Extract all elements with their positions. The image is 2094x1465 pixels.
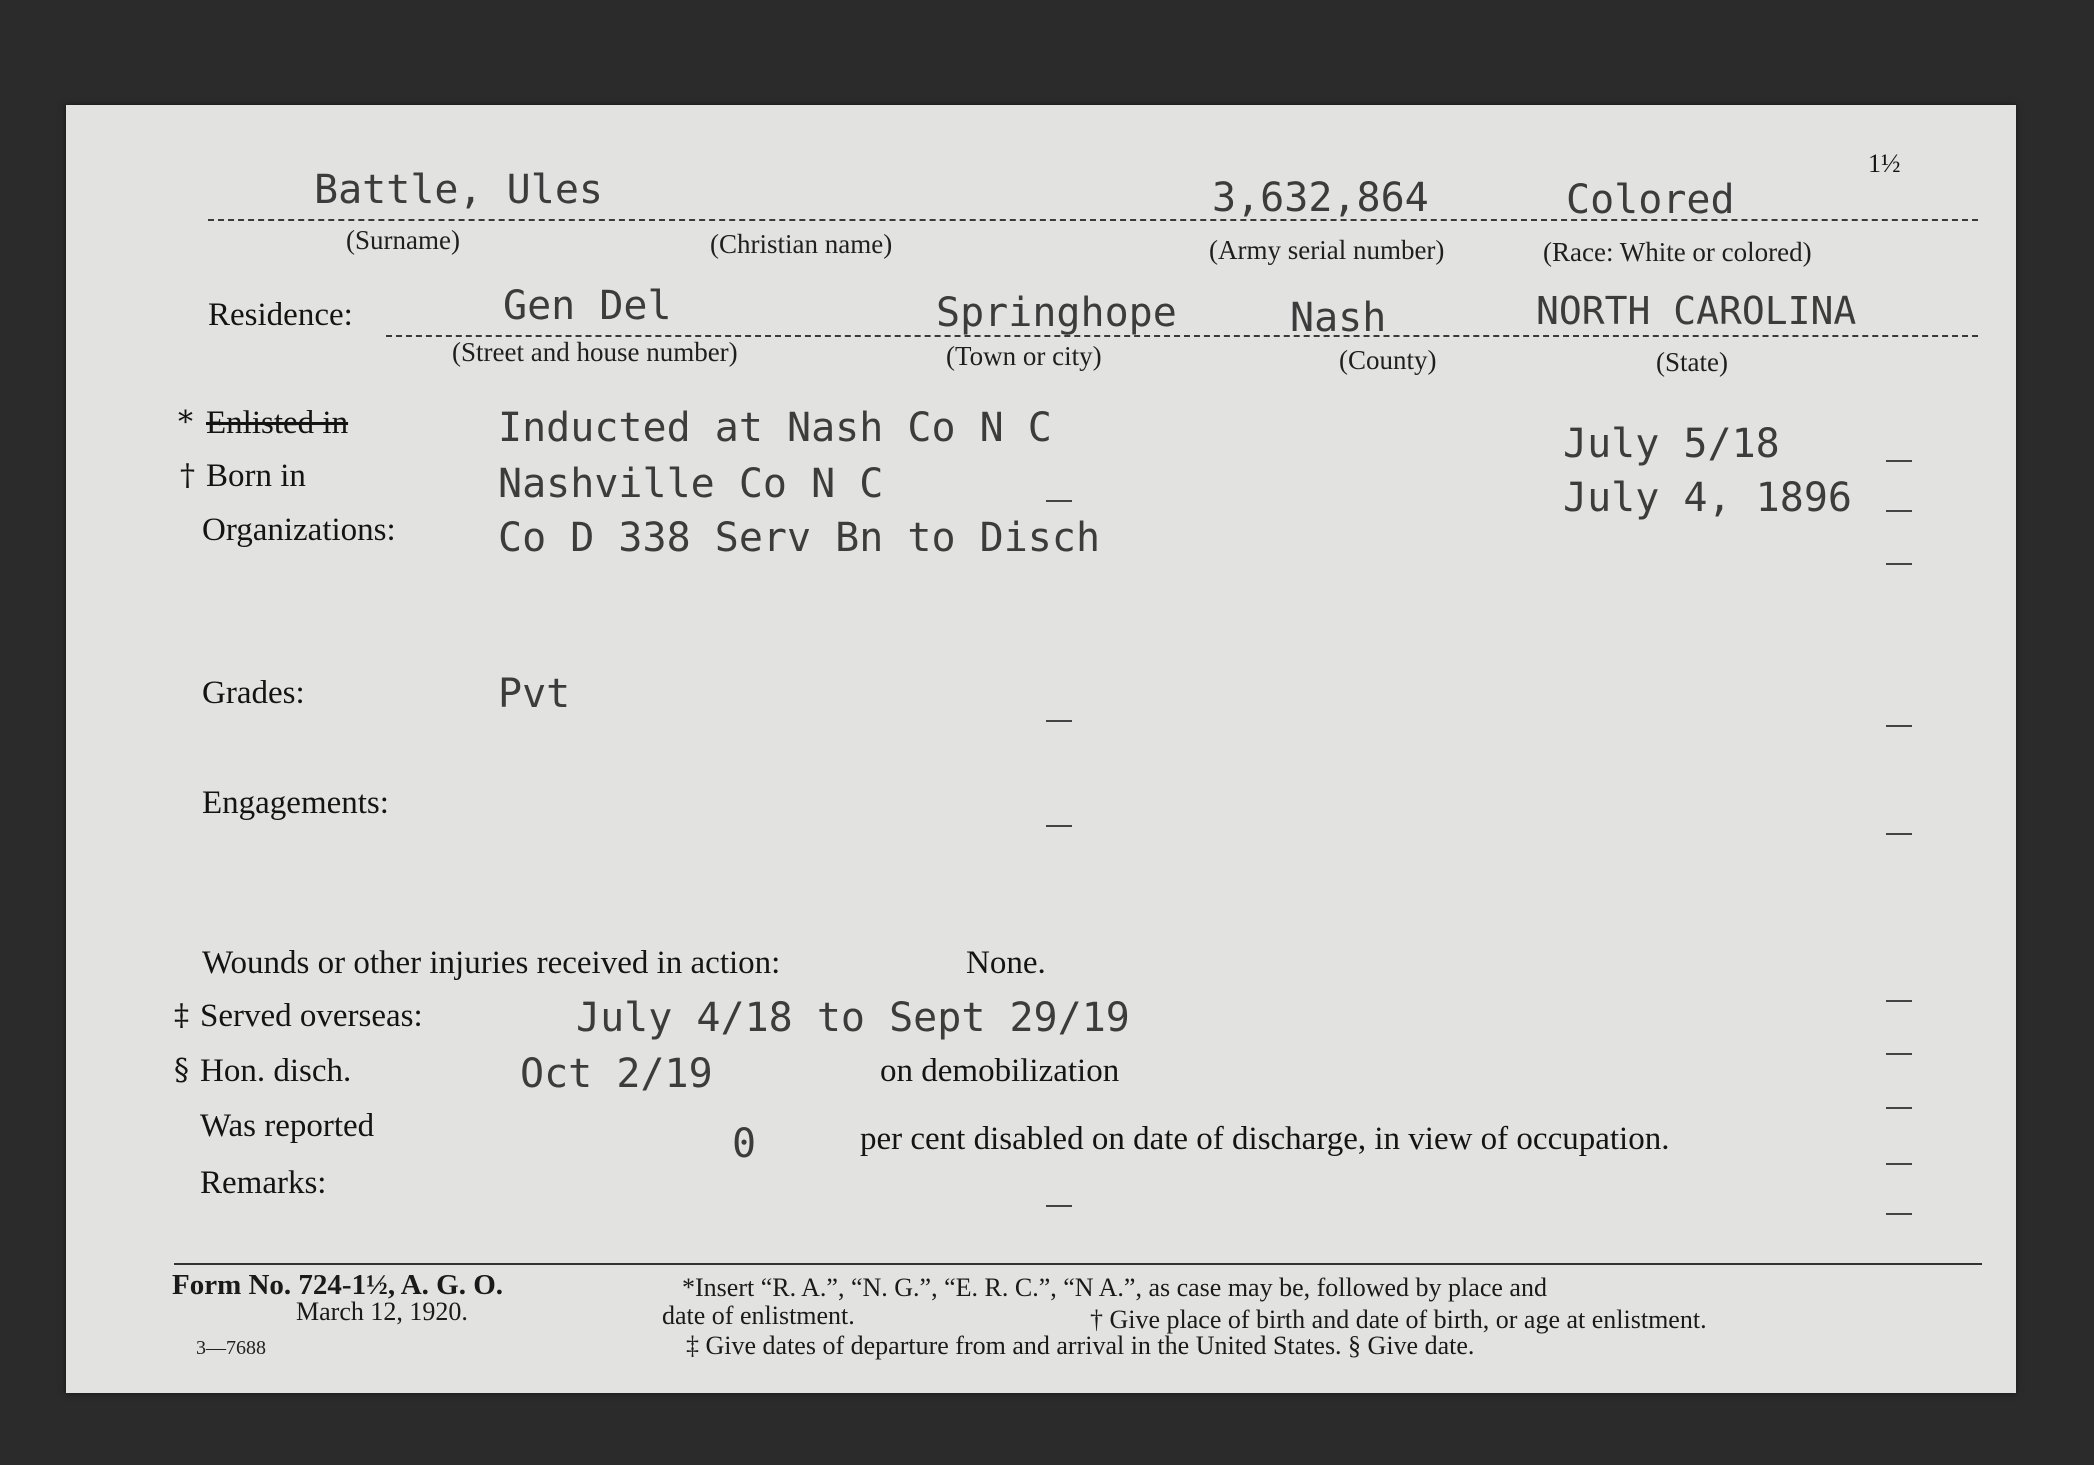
header-line [208,219,1978,221]
print-code: 3—7688 [196,1337,266,1359]
enlisted-date-dash [1886,460,1912,462]
born-date: July 4, 1896 [1563,475,1852,521]
enlisted-label: Enlisted in [206,405,349,441]
hon-disch-date: Oct 2/19 [520,1051,713,1097]
engagements-middle-dash [1046,825,1072,827]
wounds-right-dash [1886,1000,1912,1002]
reported-label: Was reported [200,1108,375,1144]
born-date-dash [1886,510,1912,512]
service-record-card [66,105,2016,1393]
organizations-dash [1886,563,1912,565]
born-label: Born in [206,458,306,494]
reported-text: per cent disabled on date of discharge, in view of occupation. [860,1121,1670,1157]
enlisted-value: Inducted at Nash Co N C [498,405,1052,451]
caption-county: (County) [1339,345,1437,375]
born-middle-dash [1046,500,1072,502]
residence-state: NORTH CAROLINA [1536,289,1857,333]
footnote-line-2a: date of enlistment. [662,1301,855,1330]
caption-christian-name: (Christian name) [710,229,893,259]
overseas-value: July 4/18 to Sept 29/19 [576,995,1130,1041]
caption-state: (State) [1656,347,1728,377]
caption-street: (Street and house number) [452,337,738,367]
race-value: Colored [1566,177,1735,223]
born-value: Nashville Co N C [498,461,884,507]
grades-right-dash [1886,725,1912,727]
organizations-value: Co D 338 Serv Bn to Disch [498,515,1101,561]
engagements-right-dash [1886,833,1912,835]
grades-label: Grades: [202,675,305,711]
surname-value: Battle, Ules [314,167,603,213]
serial-number-value: 3,632,864 [1212,175,1429,221]
overseas-symbol: ‡ [174,998,189,1033]
hon-disch-symbol: § [174,1053,189,1088]
wounds-label: Wounds or other injuries received in action: [202,945,781,981]
caption-race: (Race: White or colored) [1543,237,1812,267]
reported-right-dash [1886,1163,1912,1165]
grades-value: Pvt [498,671,571,717]
hon-disch-label: Hon. disch. [200,1053,352,1089]
hon-disch-right-dash [1886,1107,1912,1109]
hon-disch-note: on demobilization [880,1053,1120,1089]
remarks-label: Remarks: [200,1165,327,1201]
engagements-label: Engagements: [202,785,389,821]
reported-value: 0 [732,1121,757,1167]
caption-surname: (Surname) [346,225,460,255]
residence-label: Residence: [208,297,353,333]
caption-serial-number: (Army serial number) [1209,235,1445,265]
wounds-value: None. [966,945,1046,981]
residence-county: Nash [1290,295,1387,341]
caption-town: (Town or city) [946,341,1102,371]
organizations-label: Organizations: [202,512,396,548]
footnote-line-2b: † Give place of birth and date of birth, or age at enlistment. [1090,1305,1707,1334]
overseas-right-dash [1886,1053,1912,1055]
enlisted-symbol: * [178,405,193,440]
born-symbol: † [180,458,195,493]
footer-rule [174,1263,1982,1265]
footnote-line-1: *Insert “R. A.”, “N. G.”, “E. R. C.”, “N A.”, as case may be, followed by place and [682,1273,1547,1302]
remarks-middle-dash [1046,1205,1072,1207]
residence-street: Gen Del [503,283,672,329]
form-number: Form No. 724-1½, A. G. O. [172,1269,504,1301]
remarks-right-dash [1886,1213,1912,1215]
enlisted-date: July 5/18 [1563,421,1780,467]
form-date: March 12, 1920. [296,1297,468,1326]
overseas-label: Served overseas: [200,998,423,1034]
footnote-line-3: ‡ Give dates of departure from and arrival in the United States. § Give date. [686,1331,1475,1360]
corner-mark: 1½ [1868,149,1901,178]
residence-town: Springhope [936,290,1177,336]
grades-middle-dash [1046,720,1072,722]
